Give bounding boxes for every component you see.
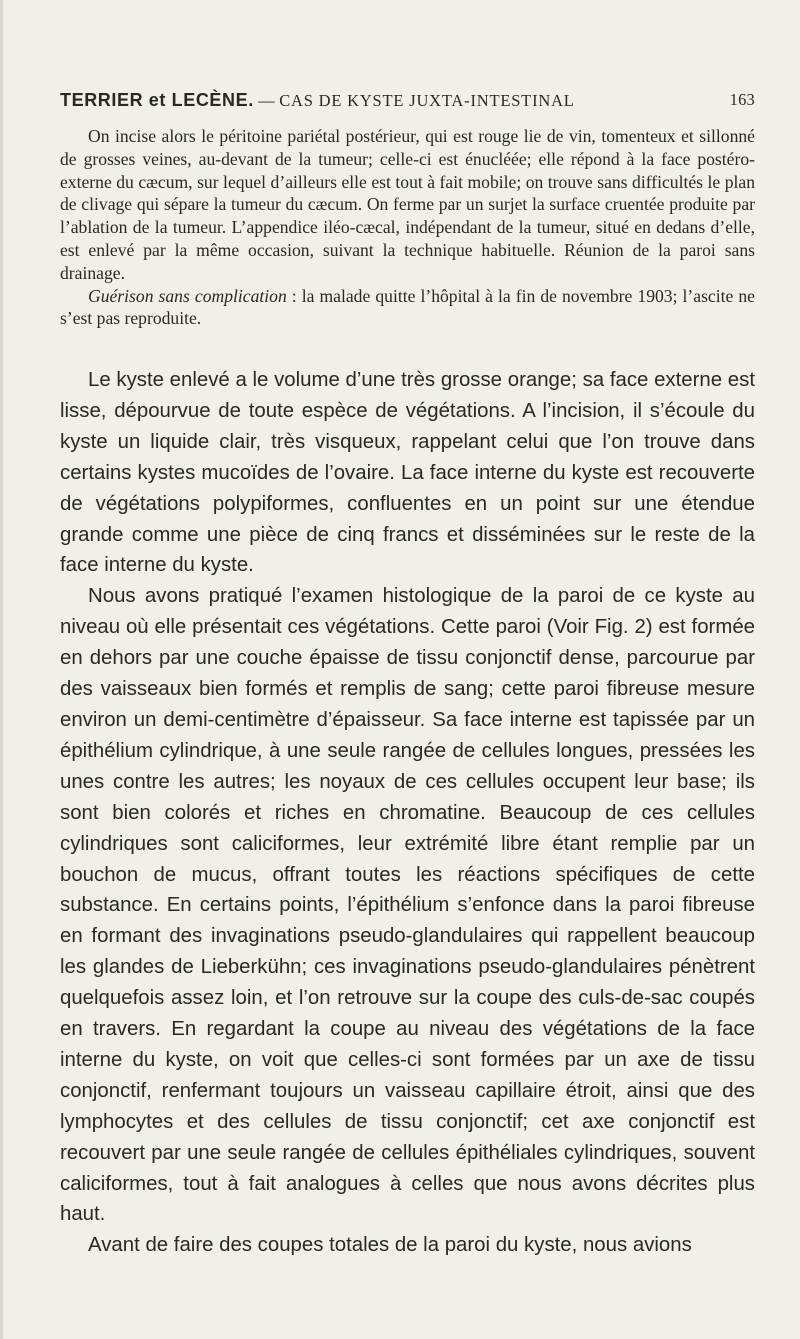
- header-dash: —: [258, 91, 275, 110]
- outcome-label: Guérison sans complication: [88, 285, 287, 306]
- outcome-paragraph: [60, 285, 755, 331]
- main-text: [60, 365, 755, 1261]
- body-paragraph: Le kyste enlevé a le volume d’une très grosse orange; sa face externe est lisse, dépourvue de toute espèce de végétations. A l’incision, il s’écoule du kyste un liquide clair, très visqueux, rappelant celui que l’on trouve dans certains kystes mucoïdes de l’ovaire. La face interne du kyste est recouverte de végétations polypiformes, confluentes en un point sur une étendue grande comme une pièce de cinq francs et disséminées sur le reste de la face interne du kyste.: [60, 369, 755, 577]
- running-head: [60, 90, 755, 114]
- body-paragraph: Nous avons pratiqué l’examen histologique de la paroi de ce kyste au niveau où elle présentait ces végétations. Cette paroi (Voir Fig. 2) est formée en dehors par une couche épaisse de tissu conjonctif dense, parcourue par des vaisseaux bien formés et remplis de sang; cette paroi fibreuse mesure environ un demi-centimètre d’épaisseur. Sa face interne est tapissée par un épithélium cylindrique, à une seule rangée de cellules longues, pressées les unes contre les autres; les noyaux de ces cellules occupent leur base; ils sont bien colorés et riches en chromatine. Beaucoup de ces cellules cylindriques sont caliciformes, leur extrémité libre étant remplie par un bouchon de mucus, offrant toutes les réactions spécifiques de cette substance. En certains points, l’épithélium s’enfonce dans la paroi fibreuse en formant des invaginations pseudo-glandulaires qui rappellent beaucoup les glandes de Lieberkühn; ces invaginations pseudo-glandulaires pénètrent quelquefois assez loin, et l’on retrouve sur la coupe des culs-de-sac coupés en travers. En regardant la coupe au niveau des végétations de la face interne du kyste, on voit que celles-ci sont formées par un axe de tissu conjonctif, renfermant toujours un vaisseau capillaire étroit, ainsi que des lymphocytes et des cellules de tissu conjonctif; cet axe conjonctif est recouvert par une seule rangée de cellules épithéliales cylindriques, souvent caliciformes, tout à fait analogues à celles que nous avons décrites plus haut.: [60, 585, 755, 1226]
- page-edge-shadow: [0, 0, 3, 1339]
- body-paragraph: Avant de faire des coupes totales de la paroi du kyste, nous avions: [88, 1234, 692, 1257]
- header-title: CAS DE KYSTE JUXTA-INTESTINAL: [279, 91, 575, 110]
- observation-notes: [60, 125, 755, 330]
- observation-paragraph: On incise alors le péritoine pariétal postérieur, qui est rouge lie de vin, tomenteux et sillonné de grosses veines, au-devant de la tumeur; celle-ci est énucléée; elle répond à la face postéro-externe du cæcum, sur lequel d’ailleurs elle est tout à fait mobile; on trouve sans difficultés le plan de clivage qui sépare la tumeur du cæcum. On ferme par un surjet la surface cruentée produite par l’ablation de la tumeur. L’appendice iléo-cæcal, indépendant de la tumeur, situé en dedans d’elle, est enlevé par la même occasion, suivant la technique habituelle. Réunion de la paroi sans drainage.: [60, 126, 755, 283]
- outcome-text: : la malade quitte l’hôpital à la fin de novembre 1903; l’ascite ne s’est pas reproduite.: [60, 285, 755, 329]
- page-number: 163: [729, 90, 755, 109]
- header-authors: TERRIER et LECÈNE.: [60, 90, 254, 110]
